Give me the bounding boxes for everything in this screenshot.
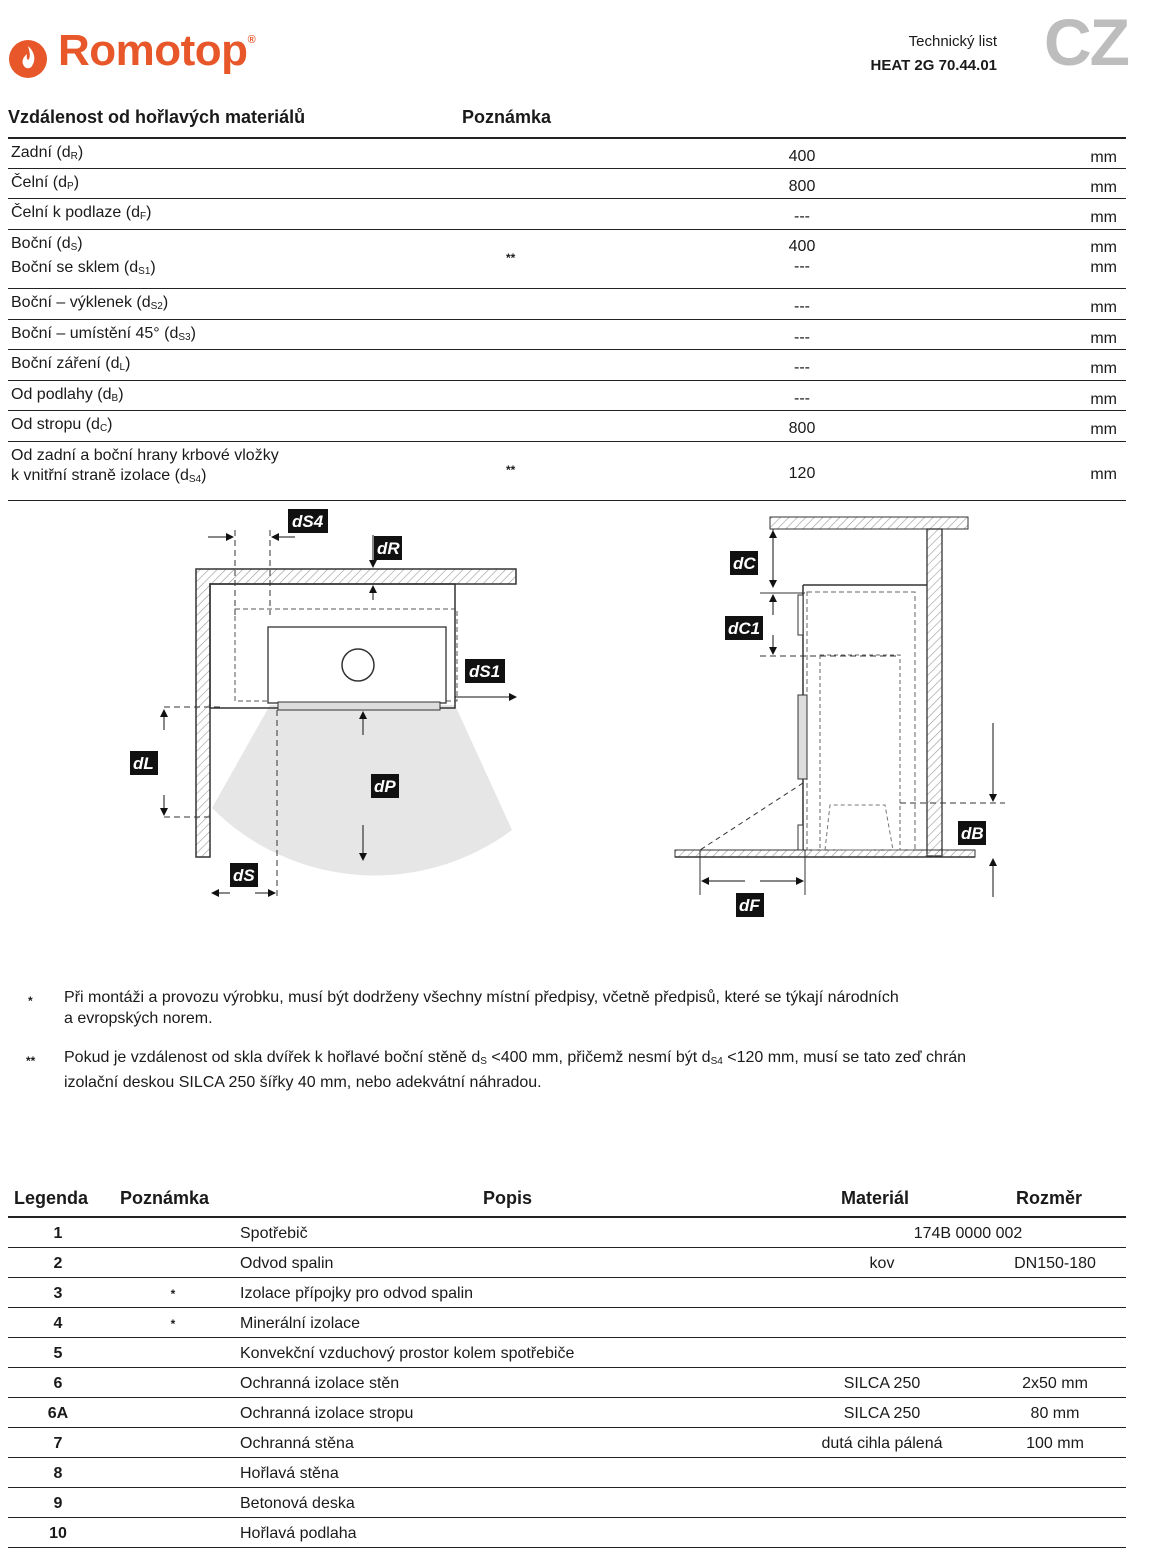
label-dS4: dS4 (292, 512, 324, 531)
distance-label: Boční – výklenek $(d_{S2})$ (11, 294, 169, 312)
distance-unit: mm (1090, 466, 1117, 483)
brand-name: Romotop® (58, 26, 256, 75)
distance-note-header: Poznámka (462, 107, 552, 127)
language-badge: CZ (1044, 5, 1128, 79)
flue-outlet (342, 649, 374, 681)
distance-unit: mm (1090, 391, 1117, 408)
distance-row (8, 381, 1126, 411)
floor (675, 850, 975, 857)
side-view-diagram (665, 505, 1025, 925)
distance-row (8, 350, 1126, 381)
footnote-1-line-2: a evropských norem. (64, 1010, 213, 1027)
door-glass (798, 695, 807, 779)
distance-label: Čelní k podlaze $(d_F)$ (11, 204, 152, 222)
distance-unit: mm (1090, 149, 1117, 166)
distance-label: Od zadní a boční hrany krbové vložky k vnitřní straně izolace $(d_{S4})$ (11, 447, 279, 485)
distance-value: 800 (788, 178, 816, 195)
legend-desc: Ochranná izolace stěn (240, 1375, 400, 1392)
distance-unit: mm (1090, 421, 1117, 438)
legend-desc: Ochranná izolace stropu (240, 1405, 414, 1422)
legend-table (8, 1182, 1126, 1548)
back-wall (927, 529, 942, 856)
distance-unit: mm (1090, 330, 1117, 347)
distance-table-header (8, 105, 1126, 139)
legend-desc: Hořlavá podlaha (240, 1525, 357, 1542)
distance-value: --- (794, 208, 810, 225)
legend-no: 4 (53, 1315, 63, 1332)
footnote-1 (64, 987, 899, 1029)
legend-no: 6A (47, 1405, 69, 1422)
distance-value: --- (794, 390, 810, 407)
footnote-1-line-1: Při montáži a provozu výrobku, musí být dodrženy všechny místní předpisy, včetně předpisů, které se týkají národních (64, 989, 899, 1006)
legend-row (8, 1338, 1126, 1368)
legend-col-material: Materiál (841, 1188, 910, 1208)
legend-desc: Ochranná stěna (240, 1435, 354, 1452)
legend-col-desc: Popis (483, 1188, 533, 1208)
legend-no: 7 (53, 1435, 63, 1452)
footnote-2-line-1: Pokud je vzdálenost od skla dvířek k hořlavé boční stěně $d_S <400$ mm, přičemž nesmí být $d_{S4} <120$ mm, musí se tato zeď chrán (64, 1049, 967, 1067)
distance-label: Zadní $(d_R)$ (11, 144, 84, 162)
footnote-2-mark: ** (26, 1054, 36, 1068)
legend-no: 5 (53, 1345, 63, 1362)
distance-row (8, 442, 1126, 501)
distance-label: Boční záření $(d_L)$ (11, 355, 131, 373)
distance-unit-2: mm (1090, 259, 1117, 276)
legend-row (8, 1458, 1126, 1488)
distance-value: --- (794, 298, 810, 315)
label-dR: dR (377, 539, 400, 558)
legend-row (8, 1398, 1126, 1428)
label-dP: dP (374, 777, 396, 796)
distance-label: Čelní $(d_P)$ (11, 174, 80, 192)
label-dF: dF (739, 896, 760, 915)
legend-no: 1 (53, 1225, 63, 1242)
legend-row (8, 1308, 1126, 1338)
distance-value: 400 (788, 148, 816, 165)
legend-size: 100 mm (1026, 1435, 1084, 1452)
distance-note: ** (506, 463, 516, 477)
brand-logo (8, 28, 308, 84)
distance-label: Boční – umístění 45° $(d_{S3})$ (11, 325, 196, 343)
footnote-2-line-2: izolační deskou SILCA 250 šířky 40 mm, nebo adekvátní náhradou. (64, 1074, 542, 1091)
label-dC1: dC1 (728, 619, 761, 638)
legend-desc: Izolace přípojky pro odvod spalin (240, 1285, 474, 1302)
legend-no: 2 (53, 1255, 63, 1272)
label-dB: dB (961, 824, 984, 843)
distance-row (8, 320, 1126, 350)
legend-col-size: Rozměr (1016, 1188, 1083, 1208)
flame-logo-icon (8, 32, 52, 82)
legend-row (8, 1488, 1126, 1518)
legend-desc: Hořlavá stěna (240, 1465, 339, 1482)
label-dC: dC (733, 554, 756, 573)
label-dS: dS (233, 866, 255, 885)
distance-row (8, 139, 1126, 169)
distance-note: ** (506, 251, 516, 265)
legend-size: 80 mm (1030, 1405, 1080, 1422)
glass-door (278, 702, 440, 710)
top-view-diagram (120, 505, 540, 905)
distance-label: Od podlahy $(d_B)$ (11, 386, 124, 404)
distance-unit: mm (1090, 209, 1117, 226)
label-dS1: dS1 (469, 662, 501, 681)
distance-row (8, 230, 1126, 289)
legend-header (8, 1182, 1126, 1218)
distance-row (8, 169, 1126, 199)
legend-desc: Betonová deska (240, 1495, 355, 1512)
legend-col-note: Poznámka (120, 1188, 210, 1208)
distance-value: --- (794, 329, 810, 346)
distance-value: 800 (788, 420, 816, 437)
legend-material: SILCA 250 (843, 1405, 921, 1422)
distance-value: 400 (788, 238, 816, 255)
legend-no: 10 (49, 1525, 67, 1542)
legend-row (8, 1278, 1126, 1308)
legend-size: 2x50 mm (1022, 1375, 1088, 1392)
radiation-zone (212, 705, 512, 875)
legend-size: DN150-180 (1014, 1255, 1096, 1272)
distance-value-2: --- (794, 258, 810, 275)
legend-rows (8, 1218, 1126, 1548)
footnote-2 (64, 1047, 966, 1093)
legend-col-no: Legenda (14, 1188, 89, 1208)
legend-no: 3 (53, 1285, 63, 1302)
distance-value: 120 (788, 465, 816, 482)
legend-desc: Spotřebič (240, 1225, 308, 1242)
legend-row (8, 1428, 1126, 1458)
doc-type: Technický list (908, 33, 997, 50)
legend-row (8, 1518, 1126, 1548)
distance-unit: mm (1090, 360, 1117, 377)
legend-row (8, 1368, 1126, 1398)
legend-row (8, 1218, 1126, 1248)
distance-unit: mm (1090, 179, 1117, 196)
legend-merged: 174B 0000 002 (913, 1225, 1023, 1242)
distance-unit: mm (1090, 299, 1117, 316)
distance-row (8, 289, 1126, 320)
distance-unit: mm (1090, 239, 1117, 256)
legend-desc: Konvekční vzduchový prostor kolem spotřebiče (240, 1345, 575, 1362)
legend-material: SILCA 250 (843, 1375, 921, 1392)
legend-row (8, 1248, 1126, 1278)
distance-table-title: Vzdálenost od hořlavých materiálů (8, 107, 306, 127)
footnote-1-mark: * (28, 994, 33, 1008)
legend-no: 6 (53, 1375, 63, 1392)
legend-material: dutá cihla pálená (821, 1435, 943, 1452)
legend-desc: Minerální izolace (240, 1315, 361, 1332)
legend-note: * (170, 1287, 176, 1301)
label-dL: dL (133, 754, 154, 773)
legend-material: kov (869, 1255, 895, 1272)
legend-desc: Odvod spalin (240, 1255, 334, 1272)
legend-no: 8 (53, 1465, 63, 1482)
legend-note: * (170, 1317, 176, 1331)
model-code: HEAT 2G 70.44.01 (870, 57, 997, 74)
distance-value: --- (794, 359, 810, 376)
distance-row (8, 199, 1126, 230)
distance-table (8, 139, 1126, 501)
distance-label: Od stropu $(d_C)$ (11, 416, 113, 434)
legend-no: 9 (53, 1495, 63, 1512)
distance-row (8, 411, 1126, 442)
distance-label: Boční $(d_S)$ Boční se sklem $(d_{S1})$ (11, 235, 156, 277)
